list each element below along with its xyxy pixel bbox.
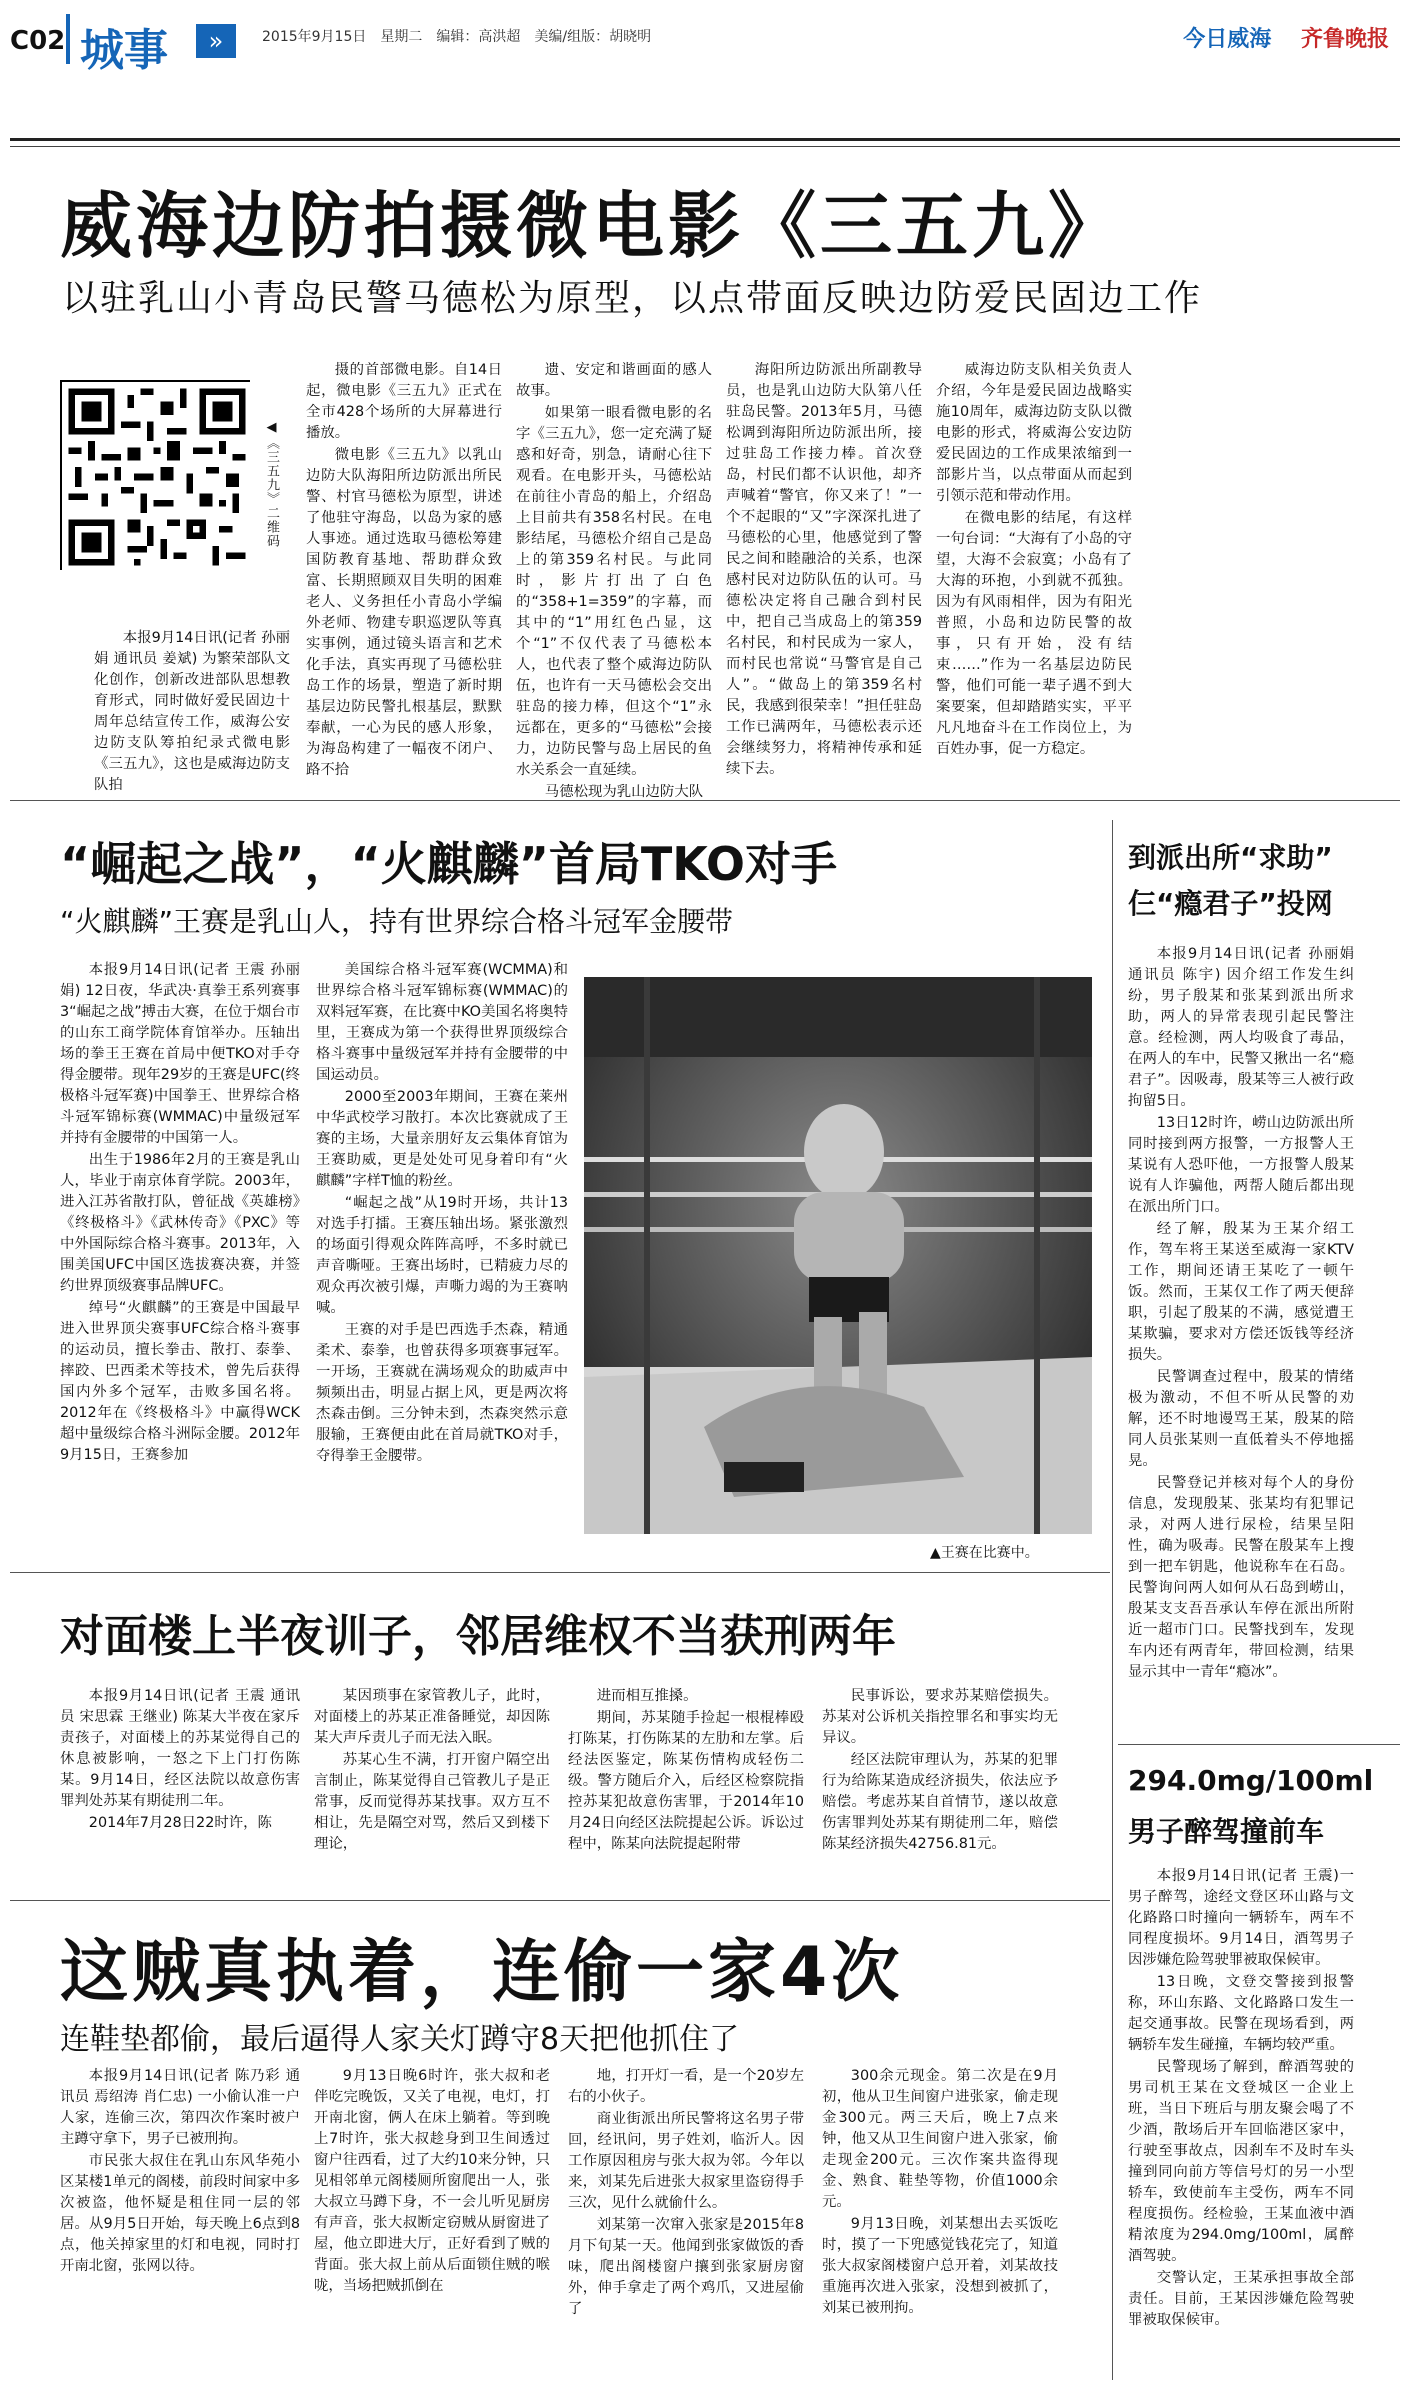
side2-title-line1: 294.0mg/100ml [1128,1764,1374,1797]
photo-caption: ▲王赛在比赛中。 [930,1545,1039,1561]
article3-col3: 进而相互推搡。 期间，苏某随手捡起一根棍棒殴打陈某，打伤陈某的左肋和左掌。后经法医鉴定，陈某伤情构成轻伤二级。警方随后介入，后经区检察院指控苏某犯故意伤害罪，于2014年10月24日向经区法院提起公诉。诉讼过程中，陈某向法院提起附带 [568,1688,804,1852]
article1-col2: 摄的首部微电影。自14日起，微电影《三五九》正式在全市428个场所的大屏幕进行播放。 微电影《三五九》以乳山边防大队海阳所边防派出所民警、村官马德松为原型，讲述了他驻守海岛，以岛为家的感人事迹。通过选取马德松筹建国防教育基地、帮助群众致富、长期照顾双目失明的困难老人、义务担任小青岛小学编外老师、物建专职巡逻队等真实事例，通过镜头语言和艺术化手法，真实再现了马德松驻岛工作的场景，塑造了新时期基层边防民警扎根基层，默默奉献，一心为民的感人形象，为海岛构建了一幅夜不闭户、路不拾 [306,362,502,778]
paper-brand [1183,22,1389,53]
qr-caption: ◀《三五九》二维码 [264,420,279,548]
edition-name: 今日威海 [1183,27,1272,52]
article2-col2: 美国综合格斗冠军赛(WCMMA)和世界综合格斗冠军锦标赛(WMMAC)的双料冠军赛，在比赛中KO美国名将奥特里，王赛成为第一个获得世界顶级综合格斗赛事中量级冠军并持有金腰带的中国运动员。 2000至2003年期间，王赛在莱州中华武校学习散打。本次比赛就成了王赛的主场，大量亲朋好友云集体育馆为王赛助威，更是处处可见身着印有“火麒麟”字样T恤的粉丝。 “崛起之战”从19时开场，共计13对选手打擂。王赛压轴出场。紧张激烈的场面引得观众阵阵高呼，不多时就已声音嘶哑。王赛出场时，已精疲力尽的观众再次被引爆，声嘶力竭的为王赛呐喊。 王赛的对手是巴西选手杰森，精通柔术、泰拳，也曾获得多项赛事冠军。一开场，王赛就在满场观众的助威声中频频出击，明显占据上风，更是两次将杰森击倒。三分钟未到，杰森突然示意服输，王赛便由此在首局就TKO对手，夺得拳王金腰带。 [316,962,568,1464]
article1-col4: 海阳所边防派出所副教导员，也是乳山边防大队第八任驻岛民警。2013年5月，马德松调到海阳所边防派出所，接过驻岛工作接力棒。首次登岛，村民们都不认识他，却齐声喊着“警官，你又来了！”一个不起眼的“又”字深深扎进了马德松的心里，他感觉到了警民之间和睦融洽的关系，也深感村民对边防队伍的认可。马德松决定将自己融合到村民中，把自己当成岛上的第359名村民，和村民成为一家人，而村民也常说“马警官是自己人”。“做岛上的第359名村民，我感到很荣幸！”担任驻岛工作已满两年，马德松表示还会继续努力，将精神传承和延续下去。 [726,362,922,777]
article1-title: 威海边防拍摄微电影《三五九》 [60,184,1125,268]
article4-col3: 地，打开灯一看，是一个20岁左右的小伙子。 商业街派出所民警将这名男子带回，经讯问，男子姓刘，临沂人。因工作原因租房与张大叔为邻。今年以来，刘某先后进张大叔家里盗窃得手三次，见什么就偷什么。 刘某第一次窜入张家是2015年8月下旬某一天。他闻到张家做饭的香味，爬出阁楼窗户攘到张家厨房窗外，伸手拿走了两个鸡爪，又进屋偷了 [568,2068,804,2317]
article3-col4: 民事诉讼，要求苏某赔偿损失。苏某对公诉机关指控罪名和事实均无异议。 经区法院审理认为，苏某的犯罪行为给陈某造成经济损失，依法应予赔偿。考虑苏某自首情节，遂以故意伤害罪判处苏某有期徒刑二年，赔偿陈某经济损失42756.81元。 [822,1688,1058,1852]
article2-title: “崛起之战”，“火麒麟”首局TKO对手 [60,837,837,891]
side2-title-line2: 男子醉驾撞前车 [1128,1815,1325,1848]
masthead-divider [66,14,70,64]
article1-divider [10,800,1400,801]
article3-col2: 某因琐事在家管教儿子，此时，对面楼上的苏某正准备睡觉，却因陈某大声斥责儿子而无法入眠。 苏某心生不满，打开窗户隔空出言制止，陈某觉得自己管教儿子是正常事，反而觉得苏某找事。双方互不相让，先是隔空对骂，然后又到楼下理论， [314,1688,550,1852]
side1-title-line2: 仨“瘾君子”投网 [1128,887,1333,920]
section-title: 城事 [80,25,168,76]
article1-col5: 威海边防支队相关负责人介绍，今年是爱民固边战略实施10周年，威海边防支队以微电影的形式，将威海公安边防爱民固边的工作成果浓缩到一部影片当，以点带面从而起到引领示范和带动作用。 在微电影的结尾，有这样一句台词：“大海有了小岛的守望，大海不会寂寞；小岛有了大海的环抱，小到就不孤独。因为有风雨相伴，因为有阳光普照，小岛和边防民警的故事，只有开始，没有结束……”作为一名基层边防民警，他们可能一辈子遇不到大案要案，但却踏踏实实，平平凡凡地奋斗在工作岗位上，为百姓办事，促一方稳定。 [936,362,1132,757]
article3-col1: 本报9月14日讯(记者 王震 通讯员 宋思霖 王继业) 陈某大半夜在家斥责孩子，对面楼上的苏某觉得自己的休息被影响，一怒之下上门打伤陈某。9月14日，经区法院以故意伤害罪判处苏某有期徒刑二年。 2014年7月28日22时许，陈 [60,1688,300,1831]
issue-meta: 2015年9月15日 星期二 编辑：高洪超 美编/组版：胡晓明 [262,29,652,45]
article4-col1: 本报9月14日讯(记者 陈乃彩 通讯员 焉绍涛 肖仁忠) 一小偷认准一户人家，连偷三次，第四次作案时被户主蹲守拿下，男子已被刑拘。 市民张大叔住在乳山东风华苑小区某楼1单元的阁楼，前段时间家中多次被盗，他怀疑是租住同一层的邻居。从9月5日开始，每天晚上6点到8点，他关掉家里的灯和电视，同时打开南北窗，张网以待。 [60,2068,300,2274]
top-rule-thin [10,146,1400,147]
side2-body: 本报9月14日讯(记者 王震)一男子醉驾，途经文登区环山路与文化路路口时撞向一辆轿车，两车不同程度损坏。9月14日，酒驾男子因涉嫌危险驾驶罪被取保候审。 13日晚，文登交警接到报警称，环山东路、文化路路口发生一起交通事故。民警在现场看到，两辆轿车发生碰撞，车辆均较严重。 民警现场了解到，醉酒驾驶的男司机王某在文登城区一企业上班，当日下班后与朋友聚会喝了不少酒，散场后开车回临港区家中，行驶至事故点，因刹车不及时车头撞到同向前方等信号灯的另一小型轿车，致使前车主受伤，两车不同程度损伤。经检验，王某血液中酒精浓度为294.0mg/100ml，属醉酒驾驶。 交警认定，王某承担事故全部责任。目前，王某因涉嫌危险驾驶罪被取保候审。 [1128,1868,1354,2328]
sidebar-divider [1112,820,1113,2380]
masthead [0,0,1409,78]
article3-title: 对面楼上半夜训子，邻居维权不当获刑两年 [60,1611,896,1662]
article4-col2: 9月13日晚6时许，张大叔和老伴吃完晚饭，又关了电视，电灯，打开南北窗，俩人在床上躺着。等到晚上7时许，张大叔趁身到卫生间透过窗户往西看，过了大约10来分钟，只见相邻单元阁楼厕所窗爬出一人，张大叔立马蹲下身，不一会儿听见厨房有声音，张大叔断定窃贼从厨窗进了屋，他立即进大厅，正好看到了贼的背面。张大叔上前从后面锁住贼的喉咙，当场把贼抓倒在 [314,2068,550,2294]
article2-col1: 本报9月14日讯(记者 王震 孙丽娟) 12日夜，华武决·真拳王系列赛事3“崛起之战”搏击大赛，在位于烟台市的山东工商学院体育馆举办。压轴出场的拳王王赛在首局中便TKO对手夺得金腰带。现年29岁的王赛是UFC(终极格斗冠军赛)中国拳王、世界综合格斗冠军锦标赛(WMMAC)中量级冠军并持有金腰带的中国第一人。 出生于1986年2月的王赛是乳山人，毕业于南京体育学院。2003年，进入江苏省散打队，曾征战《英雄榜》《终极格斗》《武林传奇》《PXC》等中外国际综合格斗赛事。2013年，入围美国UFC中国区选拔赛决赛，并签约世界顶级赛事品牌UFC。 绰号“火麒麟”的王赛是中国最早进入世界顶尖赛事UFC综合格斗赛事的运动员，擅长拳击、散打、泰拳、摔跤、巴西柔术等技术，曾先后获得国内外多个冠军，击败多国名将。2012年在《终极格斗》中赢得WCK超中量级综合格斗洲际金腰。2012年9月15日，王赛参加 [60,962,300,1463]
side-divider [1118,1744,1400,1745]
article1-col1: 本报9月14日讯(记者 孙丽娟 通讯员 姜斌) 为繁荣部队文化创作，创新改进部队思想教育形式，同时做好爱民固边十周年总结宣传工作，威海公安边防支队筹拍纪录式微电影《三五九》，这也是威海边防支队拍 [94,630,290,793]
article3-divider [10,1900,1110,1901]
fight-photo [584,977,1092,1534]
side1-title-line1: 到派出所“求助” [1128,841,1333,874]
side1-body: 本报9月14日讯(记者 孙丽娟 通讯员 陈宇) 因介绍工作发生纠纷，男子殷某和张某到派出所求助，两人的异常表现引起民警注意。经检测，两人均吸食了毒品，在两人的车中，民警又揪出一名“瘾君子”。因吸毒，殷某等三人被行政拘留5日。 13日12时许，崂山边防派出所同时接到两方报警，一方报警人王某说有人恐吓他，一方报警人殷某说有人诈骗他，两帮人随后都出现在派出所门口。 经了解，殷某为王某介绍工作，驾车将王某送至威海一家KTV工作，期间还请王某吃了一顿午饭。然而，王某仅工作了两天便辞职，引起了殷某的不满，感觉遭王某欺骗，要求对方偿还饭钱等经济损失。 民警调查过程中，殷某的情绪极为激动，不但不听从民警的劝解，还不时地谩骂王某，殷某的陪同人员张某则一直低着头不停地摇晃。 民警登记并核对每个人的身份信息，发现殷某、张某均有犯罪记录，对两人进行尿检，结果呈阳性，确为吸毒。民警在殷某车上搜到一把车钥匙，他说称车在石岛。民警询问两人如何从石岛到崂山，殷某支支吾吾承认车停在派出所附近一超市门口。民警找到车，发现车内还有两青年，带回检测，结果显示其中一青年“瘾冰”。 [1128,946,1354,1680]
article1-col3: 遗、安定和谐画面的感人故事。 如果第一眼看微电影的名字《三五九》，您一定充满了疑惑和好奇，别急，请耐心往下观看。在电影开头，马德松站在前往小青岛的船上，介绍岛上目前共有358名村民。在电影结尾，马德松介绍自己是岛上的第359名村民。与此同时，影片打出了白色的“358+1=359”的字幕，而其中的“1”用红色凸显，这个“1”不仅代表了马德松本人，也代表了整个威海边防队伍，也许有一天马德松会交出驻岛的接力棒，但这个“1”永远都在，更多的“马德松”会接力，边防民警与岛上居民的鱼水关系会一直延续。 马德松现为乳山边防大队 [516,362,712,800]
article4-col4: 300余元现金。第二次是在9月初，他从卫生间窗户进张家，偷走现金300元。两三天后，晚上7点来钟，他又从卫生间窗户进入张家，偷走现金200元。三次作案共盗得现金、熟食、鞋垫等物，价值1000余元。 9月13日晚，刘某想出去买饭吃时，摸了一下兜感觉钱花完了，知道张大叔家阁楼窗户总开着，刘某故技重施再次进入张家，没想到被抓了，刘某已被刑拘。 [822,2068,1058,2316]
page-number: C02 [10,26,66,56]
article4-title: 这贼真执着，连偷一家4次 [60,1933,904,2012]
section-arrow-icon: » [196,24,236,58]
paper-logo: 齐鲁晚报 [1300,26,1389,52]
article2-divider [10,1572,1110,1573]
qr-code-icon[interactable] [60,380,250,570]
top-rule [10,138,1400,141]
article2-subtitle: “火麒麟”王赛是乳山人，持有世界综合格斗冠军金腰带 [60,905,734,938]
article4-subtitle: 连鞋垫都偷，最后逼得人家关灯蹲守8天把他抓住了 [60,2022,740,2057]
article1-subtitle: 以驻乳山小青岛民警马德松为原型，以点带面反映边防爱民固边工作 [62,278,1203,319]
